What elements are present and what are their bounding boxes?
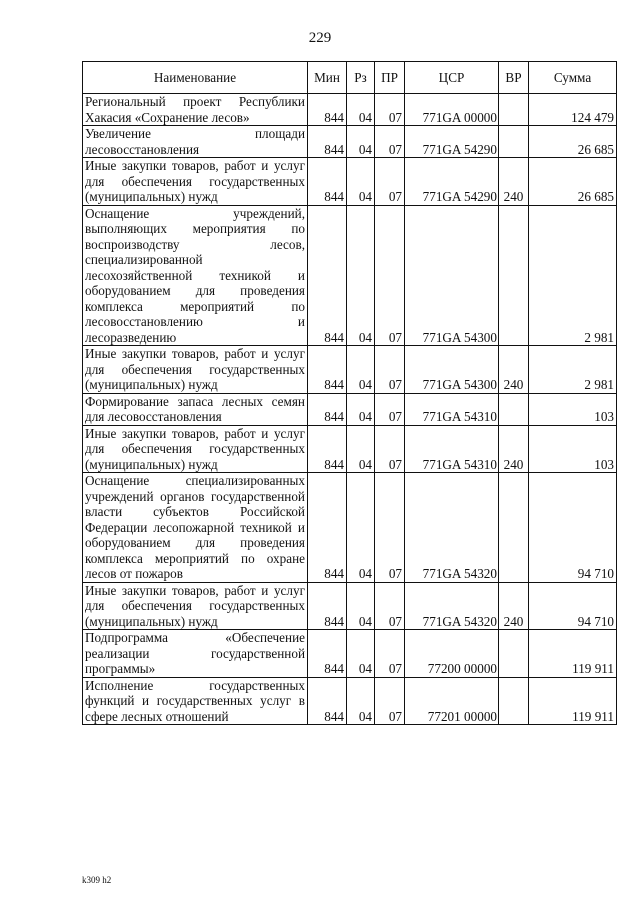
cell-rz: 04 <box>347 94 375 126</box>
cell-rz: 04 <box>347 582 375 630</box>
cell-min: 844 <box>308 677 347 725</box>
cell-vr: 240 <box>499 425 529 473</box>
cell-sum: 103 <box>529 393 617 425</box>
cell-pr: 07 <box>375 473 405 583</box>
cell-rz: 04 <box>347 126 375 158</box>
cell-vr <box>499 94 529 126</box>
cell-rz: 04 <box>347 473 375 583</box>
cell-pr: 07 <box>375 126 405 158</box>
header-min: Мин <box>308 62 347 94</box>
cell-sum: 103 <box>529 425 617 473</box>
table-row <box>83 582 617 630</box>
cell-name: Исполнение государственных функций и государственных услуг в сфере лесных отношений <box>83 677 308 725</box>
cell-rz: 04 <box>347 393 375 425</box>
cell-sum: 124 479 <box>529 94 617 126</box>
cell-min: 844 <box>308 94 347 126</box>
table-row <box>83 346 617 394</box>
cell-sum: 119 911 <box>529 630 617 678</box>
cell-csr: 771GA 54320 <box>405 473 499 583</box>
cell-pr: 07 <box>375 346 405 394</box>
cell-pr: 07 <box>375 630 405 678</box>
cell-name: Иные закупки товаров, работ и услуг для обеспечения государственных (муниципальных) нужд <box>83 158 308 206</box>
table-row <box>83 473 617 583</box>
cell-name: Иные закупки товаров, работ и услуг для обеспечения государственных (муниципальных) нужд <box>83 582 308 630</box>
cell-csr: 771GA 54310 <box>405 393 499 425</box>
cell-min: 844 <box>308 473 347 583</box>
cell-rz: 04 <box>347 425 375 473</box>
cell-name: Иные закупки товаров, работ и услуг для обеспечения государственных (муниципальных) нужд <box>83 425 308 473</box>
cell-pr: 07 <box>375 205 405 346</box>
cell-pr: 07 <box>375 582 405 630</box>
cell-vr: 240 <box>499 158 529 206</box>
cell-min: 844 <box>308 393 347 425</box>
cell-rz: 04 <box>347 346 375 394</box>
cell-sum: 2 981 <box>529 346 617 394</box>
header-name: Наименование <box>83 62 308 94</box>
table-row <box>83 677 617 725</box>
footer-code: k309 h2 <box>82 875 112 885</box>
table-row <box>83 425 617 473</box>
cell-vr: 240 <box>499 582 529 630</box>
cell-vr: 240 <box>499 346 529 394</box>
cell-pr: 07 <box>375 158 405 206</box>
cell-vr <box>499 393 529 425</box>
cell-csr: 771GA 54290 <box>405 126 499 158</box>
cell-sum: 26 685 <box>529 158 617 206</box>
cell-vr <box>499 473 529 583</box>
cell-sum: 119 911 <box>529 677 617 725</box>
page-number: 229 <box>308 30 332 46</box>
cell-sum: 94 710 <box>529 582 617 630</box>
cell-sum: 26 685 <box>529 126 617 158</box>
cell-rz: 04 <box>347 158 375 206</box>
cell-rz: 04 <box>347 205 375 346</box>
table-header-row <box>83 62 617 94</box>
cell-rz: 04 <box>347 677 375 725</box>
cell-csr: 77201 00000 <box>405 677 499 725</box>
cell-pr: 07 <box>375 425 405 473</box>
header-pr: ПР <box>375 62 405 94</box>
cell-csr: 771GA 54300 <box>405 205 499 346</box>
cell-min: 844 <box>308 582 347 630</box>
table-row <box>83 94 617 126</box>
cell-name: Формирование запаса лесных семян для лесовосстановления <box>83 393 308 425</box>
cell-vr <box>499 630 529 678</box>
cell-name: Оснащение специализированных учреждений органов государственной власти субъектов Российской Федерации лесопожарной техникой и оборудованием для проведения комплекса мероприятий по охране лесов от пожаров <box>83 473 308 583</box>
cell-name: Подпрограмма «Обеспечение реализации государственной программы» <box>83 630 308 678</box>
cell-vr <box>499 205 529 346</box>
cell-min: 844 <box>308 205 347 346</box>
header-rz: Рз <box>347 62 375 94</box>
table-row <box>83 393 617 425</box>
cell-name: Оснащение учреждений, выполняющих мероприятия по воспроизводству лесов, специализированной лесохозяйственной техникой и оборудованием для проведения комплекса мероприятий по лесовосстановлению и лесоразведению <box>83 205 308 346</box>
table-row <box>83 126 617 158</box>
cell-min: 844 <box>308 126 347 158</box>
cell-min: 844 <box>308 158 347 206</box>
table-row <box>83 205 617 346</box>
header-vr: ВР <box>499 62 529 94</box>
cell-pr: 07 <box>375 393 405 425</box>
header-sum: Сумма <box>529 62 617 94</box>
cell-csr: 771GA 54310 <box>405 425 499 473</box>
cell-csr: 77200 00000 <box>405 630 499 678</box>
cell-name: Увеличение площади лесовосстановления <box>83 126 308 158</box>
cell-min: 844 <box>308 630 347 678</box>
cell-name: Иные закупки товаров, работ и услуг для обеспечения государственных (муниципальных) нужд <box>83 346 308 394</box>
cell-csr: 771GA 54320 <box>405 582 499 630</box>
cell-csr: 771GA 54290 <box>405 158 499 206</box>
cell-rz: 04 <box>347 630 375 678</box>
table-row <box>83 630 617 678</box>
table-row <box>83 158 617 206</box>
cell-pr: 07 <box>375 677 405 725</box>
cell-pr: 07 <box>375 94 405 126</box>
cell-name: Региональный проект Республики Хакасия «Сохранение лесов» <box>83 94 308 126</box>
cell-min: 844 <box>308 425 347 473</box>
cell-csr: 771GA 00000 <box>405 94 499 126</box>
budget-table <box>82 61 617 725</box>
header-csr: ЦСР <box>405 62 499 94</box>
cell-sum: 2 981 <box>529 205 617 346</box>
cell-vr <box>499 677 529 725</box>
cell-vr <box>499 126 529 158</box>
cell-csr: 771GA 54300 <box>405 346 499 394</box>
cell-min: 844 <box>308 346 347 394</box>
cell-sum: 94 710 <box>529 473 617 583</box>
